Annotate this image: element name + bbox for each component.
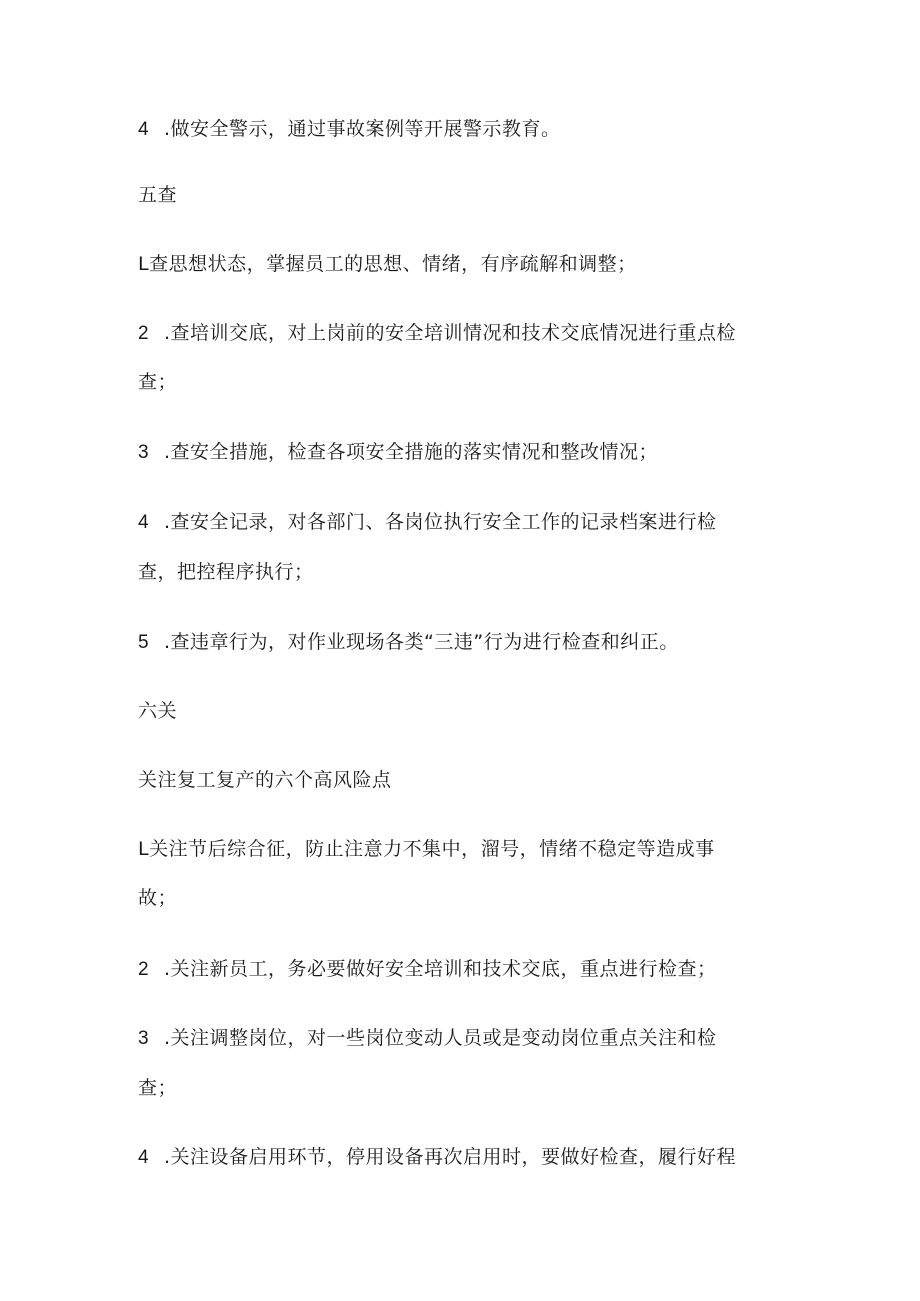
text-line xyxy=(138,1145,758,1170)
line-text: .查安全措施，检查各项安全措施的落实情况和整改情况； xyxy=(164,441,659,463)
line-text: .做安全警示，通过事故案例等开展警示教育。 xyxy=(164,118,561,140)
line-text: 故； xyxy=(138,887,178,909)
line-text: 五查 xyxy=(138,184,178,206)
item-number: 4 xyxy=(138,512,150,533)
item-number: 4 xyxy=(138,1147,150,1168)
text-line-continuation xyxy=(138,886,758,910)
text-line-continuation xyxy=(138,1076,758,1100)
section-heading xyxy=(138,183,758,207)
line-text: .关注设备启用环节，停用设备再次启用时，要做好检查，履行好程 xyxy=(164,1146,737,1168)
text-line xyxy=(138,957,758,982)
line-text: .查安全记录，对各部门、各岗位执行安全工作的记录档案进行检 xyxy=(164,511,717,533)
item-number: 2 xyxy=(138,323,150,344)
text-line xyxy=(138,1026,758,1051)
line-text: .查培训交底，对上岗前的安全培训情况和技术交底情况进行重点检 xyxy=(164,322,737,344)
line-text: L查思想状态，掌握员工的思想、情绪，有序疏解和调整； xyxy=(138,253,637,275)
line-text: 查，把控程序执行； xyxy=(138,561,314,583)
text-line xyxy=(138,252,758,276)
text-line xyxy=(138,630,758,655)
line-text: L关注节后综合征，防止注意力不集中，溜号，情绪不稳定等造成事 xyxy=(138,838,715,860)
item-number: 3 xyxy=(138,1028,150,1049)
text-line xyxy=(138,510,758,535)
line-text: 关注复工复产的六个高风险点 xyxy=(138,769,392,791)
text-line xyxy=(138,837,758,861)
text-line xyxy=(138,768,758,792)
item-number: 4 xyxy=(138,119,150,140)
section-heading xyxy=(138,699,758,723)
line-text: 查； xyxy=(138,1077,178,1099)
line-text: .关注新员工，务必要做好安全培训和技术交底，重点进行检查； xyxy=(164,958,717,980)
text-line xyxy=(138,440,758,465)
item-number: 5 xyxy=(138,632,150,653)
line-text: 六关 xyxy=(138,700,178,722)
line-text: .关注调整岗位，对一些岗位变动人员或是变动岗位重点关注和检 xyxy=(164,1027,717,1049)
text-line-continuation xyxy=(138,560,758,584)
text-line xyxy=(138,321,758,346)
line-text: 查； xyxy=(138,371,178,393)
text-line-continuation xyxy=(138,370,758,394)
line-text: .查违章行为，对作业现场各类“三违”行为进行检查和纠正。 xyxy=(164,631,679,653)
item-number: 2 xyxy=(138,959,150,980)
item-number: 3 xyxy=(138,442,150,463)
text-line xyxy=(138,117,758,142)
